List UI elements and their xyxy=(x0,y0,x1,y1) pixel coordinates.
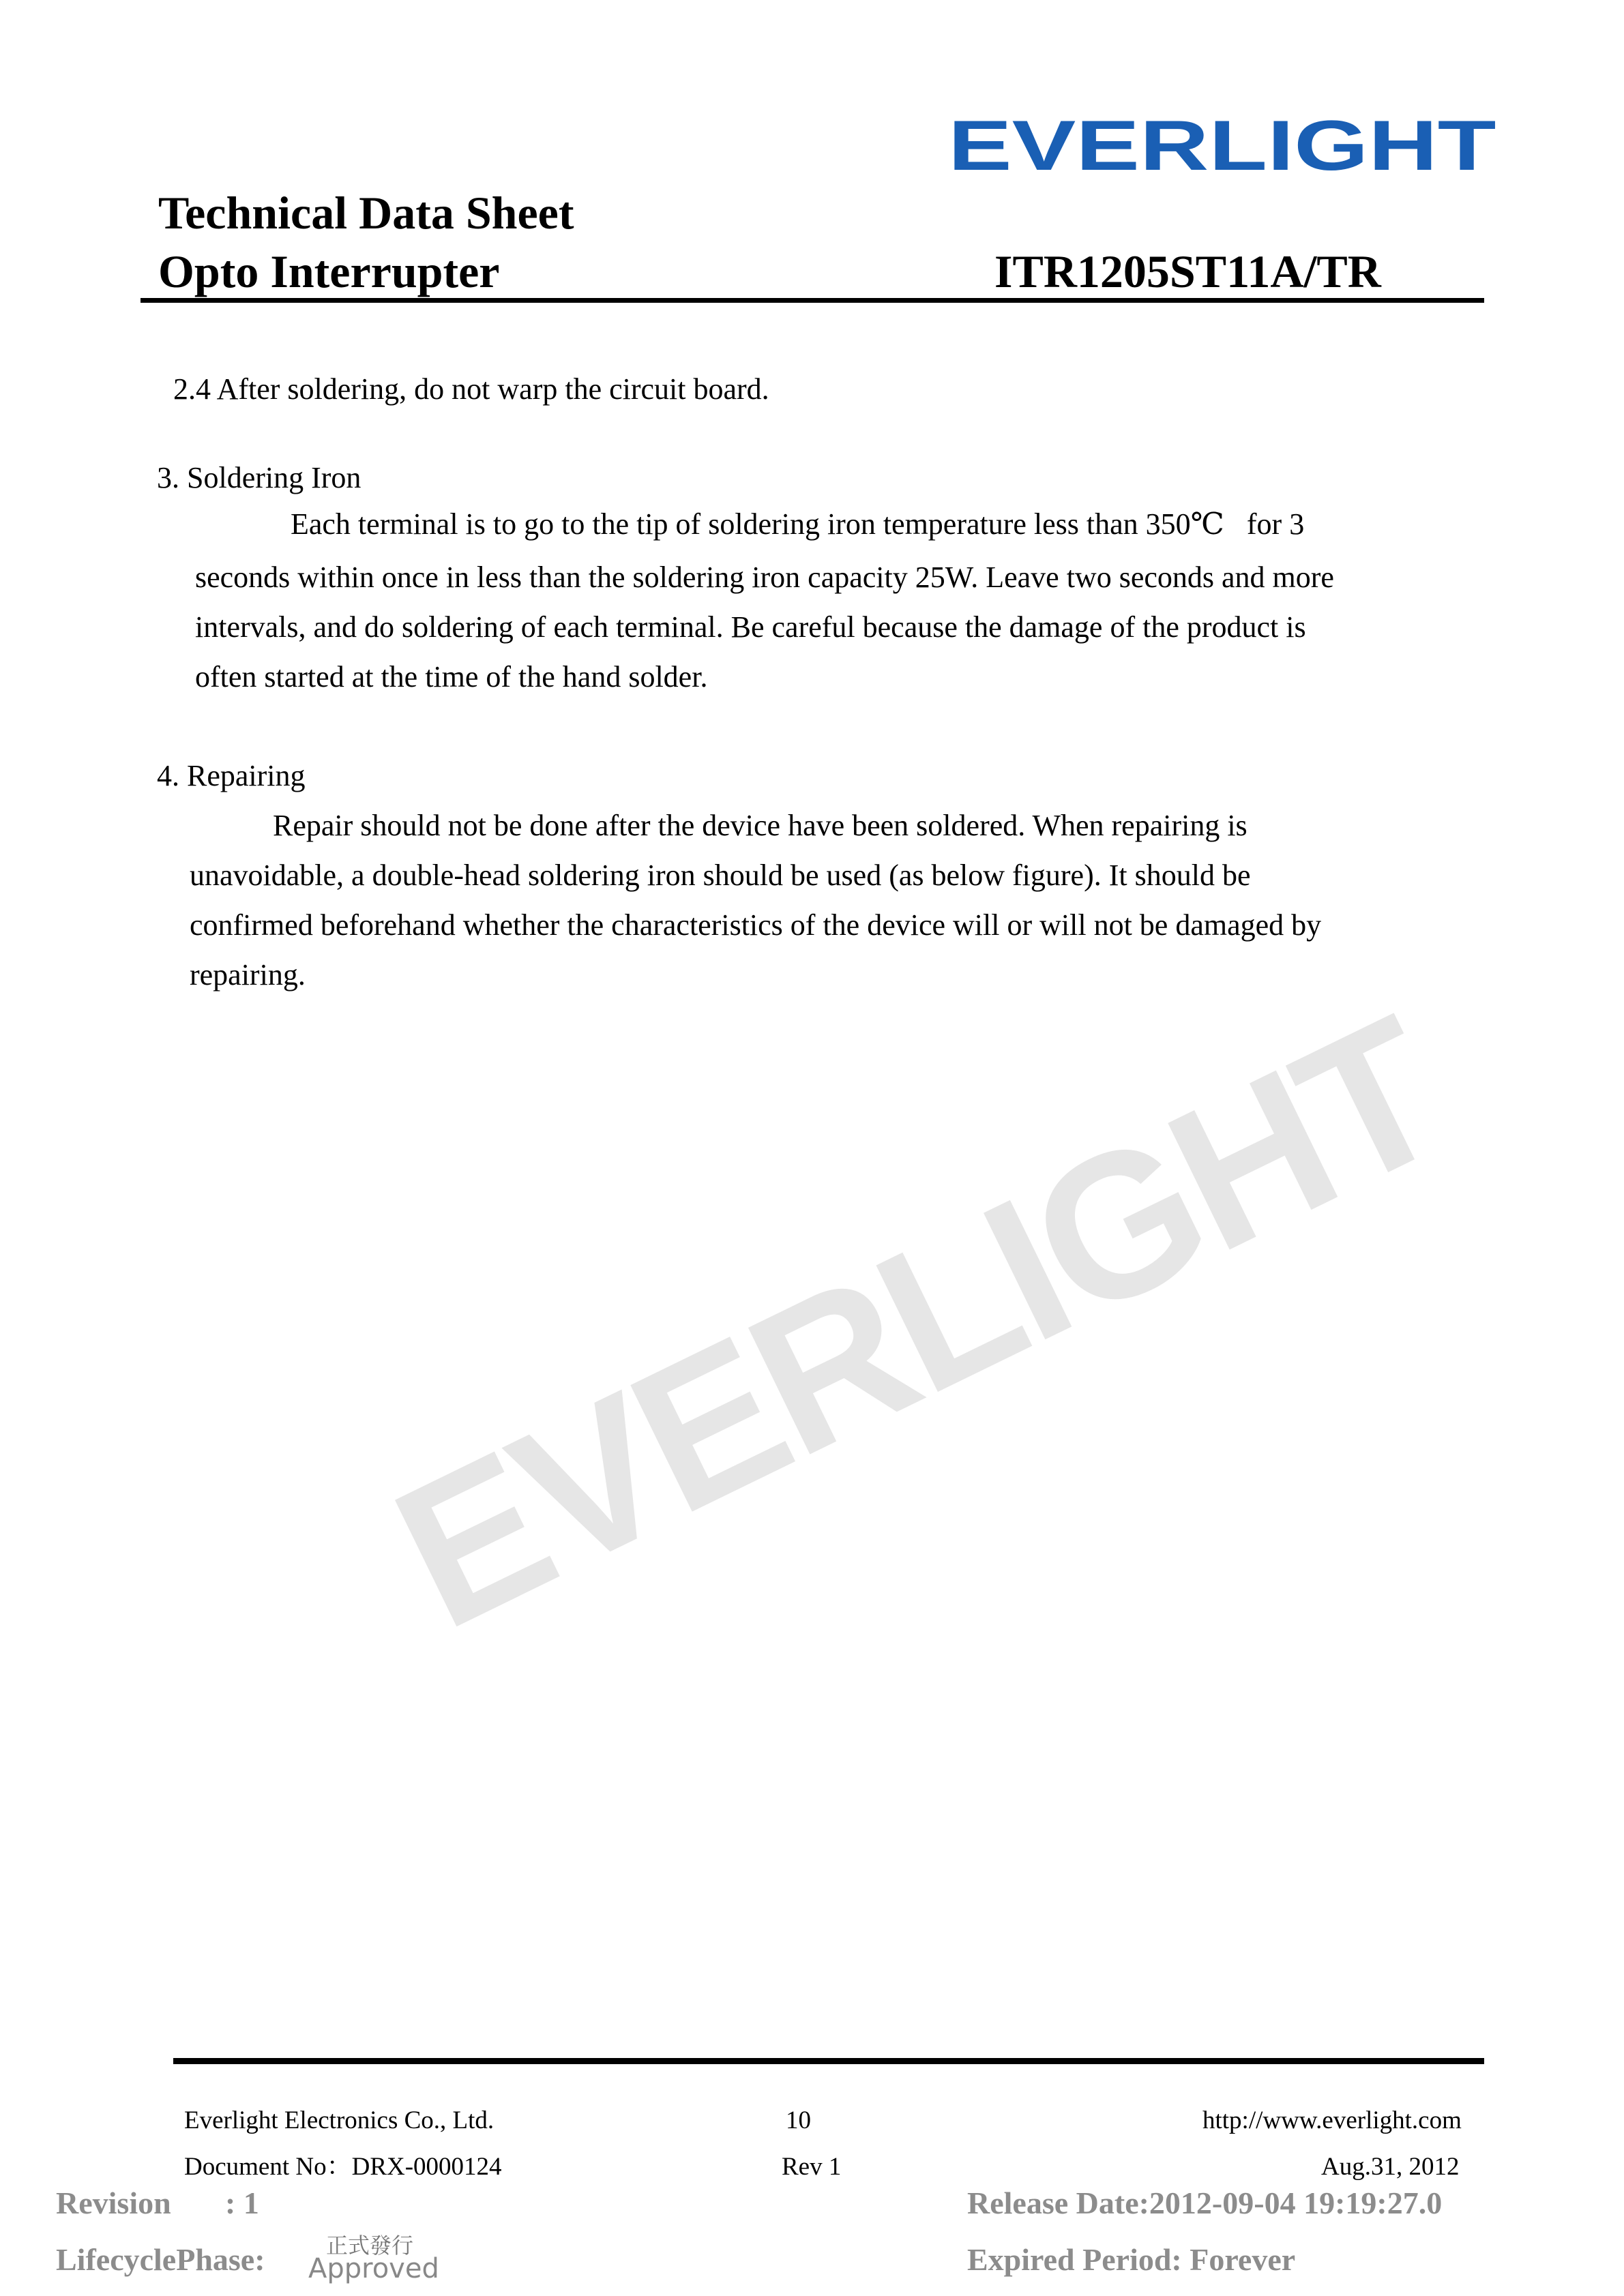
footer-page-number: 10 xyxy=(786,2106,811,2134)
section-4-line: confirmed beforehand whether the characteristics of the device will or will not be damaged by xyxy=(190,908,1322,942)
lifecycle-phase-label: LifecyclePhase: xyxy=(56,2242,265,2277)
section-4-line: repairing. xyxy=(190,958,306,992)
section-3-heading: 3. Soldering Iron xyxy=(157,461,361,494)
section-3-line: often started at the time of the hand solder. xyxy=(195,660,708,694)
footer-company: Everlight Electronics Co., Ltd. xyxy=(184,2106,494,2134)
document-title: Technical Data Sheet xyxy=(158,187,574,239)
approved-stamp: Approved xyxy=(308,2253,439,2284)
everlight-logo: EVERLIGHT xyxy=(948,106,1496,185)
item-2-4: 2.4 After soldering, do not warp the circuit board. xyxy=(173,372,769,406)
header-divider xyxy=(141,298,1484,303)
footer-document-no: Document No：DRX-0000124 xyxy=(184,2153,502,2181)
footer-divider xyxy=(173,2058,1484,2064)
footer-website[interactable]: http://www.everlight.com xyxy=(1202,2106,1462,2134)
section-3-line: Each terminal is to go to the tip of soldering iron temperature less than 350℃ for 3 xyxy=(291,507,1305,541)
section-3-line: seconds within once in less than the soldering iron capacity 25W. Leave two seconds and more xyxy=(195,561,1334,594)
section-4-heading: 4. Repairing xyxy=(157,759,306,792)
section-4-line: unavoidable, a double-head soldering iron should be used (as below figure). It should be xyxy=(190,859,1251,892)
release-date: Release Date:2012-09-04 19:19:27.0 xyxy=(967,2186,1443,2220)
revision-label: Revision xyxy=(56,2186,171,2220)
approved-stamp-cn: 正式發行 xyxy=(326,2233,414,2258)
part-number: ITR1205ST11A/TR xyxy=(994,245,1381,297)
revision-value: : 1 xyxy=(225,2186,259,2220)
product-category: Opto Interrupter xyxy=(158,245,500,297)
everlight-watermark: EVERLIGHT xyxy=(363,974,1472,1672)
section-4-line: Repair should not be done after the device have been soldered. When repairing is xyxy=(273,809,1247,842)
footer-date: Aug.31, 2012 xyxy=(1321,2153,1460,2181)
section-3-line: intervals, and do soldering of each terminal. Be careful because the damage of the product is xyxy=(195,610,1306,644)
expired-period: Expired Period: Forever xyxy=(967,2242,1296,2277)
footer-revision: Rev 1 xyxy=(782,2153,842,2181)
